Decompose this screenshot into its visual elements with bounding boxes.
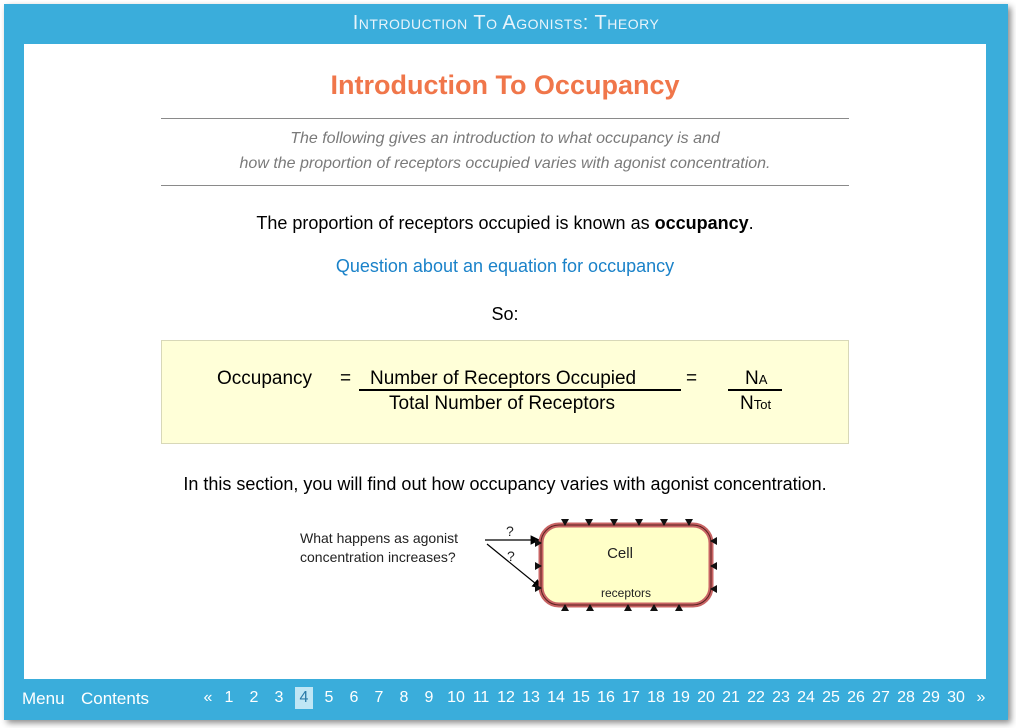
diagram-question-line1: What happens as agonist	[300, 530, 458, 546]
page-link-30[interactable]: 30	[947, 689, 965, 706]
page-link-10[interactable]: 10	[447, 689, 465, 706]
prev-page-button[interactable]: «	[203, 689, 213, 706]
content-panel	[24, 44, 986, 679]
page-link-6[interactable]: 6	[349, 689, 359, 706]
intro-line-1: The following gives an introduction to what occupancy is and	[290, 130, 720, 147]
page-link-29[interactable]: 29	[922, 689, 940, 706]
page-link-18[interactable]: 18	[647, 689, 665, 706]
page-link-1[interactable]: 1	[224, 689, 234, 706]
page-title: Introduction To Occupancy	[330, 70, 680, 100]
so-label: So:	[491, 304, 519, 324]
question-equation-link[interactable]: Question about an equation for occupancy	[335, 256, 675, 276]
page-link-28[interactable]: 28	[897, 689, 915, 706]
cell-diagram	[24, 44, 986, 679]
symbol-denominator-subscript: Tot	[753, 397, 772, 412]
page-link-2[interactable]: 2	[249, 689, 259, 706]
symbol-denominator-letter: N	[740, 393, 754, 414]
page-link-8[interactable]: 8	[399, 689, 409, 706]
occupancy-definition-suffix: .	[748, 213, 754, 233]
page-link-14[interactable]: 14	[547, 689, 565, 706]
receptors-label: receptors	[600, 586, 652, 600]
page-link-17[interactable]: 17	[622, 689, 640, 706]
question-mark-2: ?	[507, 548, 515, 564]
app-window	[4, 4, 1008, 720]
page-link-5[interactable]: 5	[324, 689, 334, 706]
page-link-11[interactable]: 11	[472, 689, 490, 706]
page-link-21[interactable]: 21	[722, 689, 740, 706]
contents-button[interactable]: Contents	[81, 689, 150, 708]
page-link-13[interactable]: 13	[522, 689, 540, 706]
page-link-23[interactable]: 23	[772, 689, 790, 706]
page-link-24[interactable]: 24	[797, 689, 815, 706]
occupancy-definition-prefix: The proportion of receptors occupied is known as	[256, 213, 655, 233]
symbol-numerator-letter: N	[745, 368, 759, 389]
equation-equals-1: =	[340, 368, 352, 389]
section-description: In this section, you will find out how occupancy varies with agonist concentration.	[183, 474, 827, 494]
page-link-12[interactable]: 12	[497, 689, 515, 706]
page-link-3[interactable]: 3	[274, 689, 284, 706]
page-link-7[interactable]: 7	[374, 689, 384, 706]
page-link-15[interactable]: 15	[572, 689, 590, 706]
page-link-4[interactable]: 4	[295, 687, 313, 709]
page-link-9[interactable]: 9	[424, 689, 434, 706]
equation-numerator: Number of Receptors Occupied	[370, 368, 637, 389]
page-link-16[interactable]: 16	[597, 689, 615, 706]
equation-equals-2: =	[686, 368, 698, 389]
next-page-button[interactable]: »	[976, 689, 986, 706]
navigation-bar	[4, 679, 1008, 720]
question-mark-1: ?	[506, 523, 514, 539]
page-link-26[interactable]: 26	[847, 689, 865, 706]
menu-button[interactable]: Menu	[22, 689, 65, 708]
page-link-22[interactable]: 22	[747, 689, 765, 706]
equation-lhs: Occupancy	[217, 368, 313, 389]
cell-label: Cell	[607, 545, 633, 562]
page-link-25[interactable]: 25	[822, 689, 840, 706]
page-link-19[interactable]: 19	[672, 689, 690, 706]
page-link-20[interactable]: 20	[697, 689, 715, 706]
intro-line-2: how the proportion of receptors occupied varies with agonist concentration.	[239, 155, 771, 172]
window-title: Introduction To Agonists: Theory	[352, 12, 660, 34]
page-link-27[interactable]: 27	[872, 689, 890, 706]
occupancy-term: occupancy	[654, 213, 749, 233]
diagram-question-line2: concentration increases?	[300, 549, 456, 565]
symbol-numerator-subscript: A	[758, 372, 768, 387]
equation-denominator: Total Number of Receptors	[389, 393, 615, 414]
